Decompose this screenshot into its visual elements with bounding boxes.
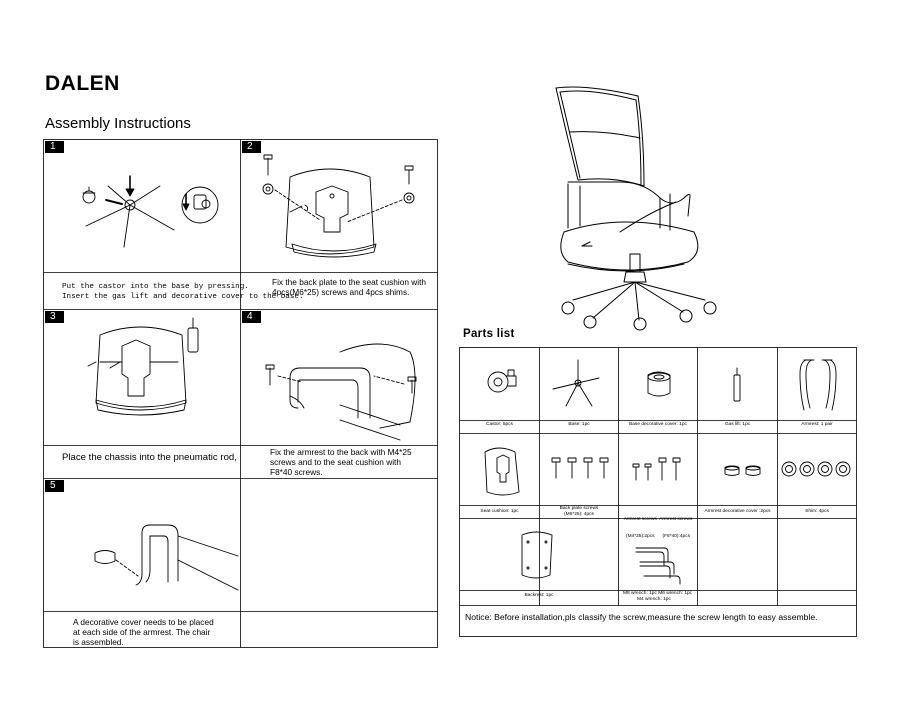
- label-line: (M6*25): 4pcs: [564, 511, 594, 517]
- caption-line: Fix the armrest to the back with M4*25: [270, 447, 412, 457]
- caption-line: Put the castor into the base by pressing.: [62, 283, 249, 291]
- part-label-castor: Castor: 5pcs: [486, 422, 513, 427]
- step-3-number: 3: [45, 311, 64, 323]
- part-label-armrest: Armrest: 1 pair: [801, 422, 833, 427]
- caption-line: Place the chassis into the pneumatic rod,: [62, 452, 237, 463]
- caption-line: screws and to the seat cushion with: [270, 457, 401, 467]
- part-label-base: Base: 1pc: [568, 422, 590, 427]
- label-line: Back plate screws: [559, 506, 599, 511]
- parts-notice: Notice: Before installation,pls classify the screw,measure the screw length to easy assemble.: [465, 612, 818, 622]
- step-4-number: 4: [242, 311, 261, 323]
- caption-line: 4pcs(M6*25) screws and 4pcs shims.: [272, 287, 410, 297]
- armrest-cover-icon: [725, 466, 760, 476]
- seat-cushion-icon: [485, 448, 519, 495]
- caption-line: F8*40 screws.: [270, 467, 323, 477]
- part-label-seat-cushion: Seat cushion: 1pc: [480, 509, 519, 514]
- brand-title: DALEN: [45, 72, 120, 95]
- label-line: (M4*25):2pcs (F8*40):4pcs: [626, 533, 690, 539]
- part-label-backrest: Backrest: 1pc: [524, 593, 554, 598]
- caption-line: Insert the gas lift and decorative cover to the base.: [62, 293, 304, 301]
- base-icon: [553, 360, 599, 406]
- parts-list-title: Parts list: [463, 328, 515, 340]
- label-line: M4 wrench: 1pc: [637, 596, 671, 602]
- part-label-armrest-screws: [619, 506, 697, 545]
- base-cover-icon: [648, 372, 670, 396]
- backrest-icon: [522, 532, 552, 578]
- caption-line: Fix the back plate to the seat cushion with: [272, 277, 427, 287]
- armrest-icon: [800, 360, 836, 410]
- label-line: Armrest screws Armrest screws: [623, 517, 693, 523]
- label-line: M8 wrench: 1pc M6 wrench: 1pc: [623, 591, 693, 596]
- step-5-number: 5: [45, 480, 64, 492]
- shim-icon: [782, 462, 850, 476]
- armrest-screws-icon: [633, 458, 680, 480]
- part-label-wrenches: [619, 591, 697, 602]
- part-label-base-cover: Base decorative cover: 1pc: [629, 422, 687, 427]
- back-plate-screws-icon: [552, 458, 608, 478]
- step-1-number: 1: [45, 141, 64, 153]
- caption-line: is assembled.: [73, 637, 124, 647]
- gas-lift-icon: [734, 368, 740, 401]
- castor-icon: [488, 370, 516, 392]
- part-label-gas-lift: Gas lift: 1pc: [724, 422, 751, 427]
- step-2-number: 2: [242, 141, 261, 153]
- caption-line: at each side of the armrest. The chair: [73, 627, 211, 637]
- wrenches-icon: [636, 548, 680, 584]
- document-subtitle: Assembly Instructions: [45, 115, 191, 132]
- part-label-back-plate-screws: [540, 506, 618, 517]
- part-label-shim: Shim: 4pcs: [805, 509, 829, 514]
- part-label-armrest-cover: Armrest decorative cover :2pcs: [704, 509, 771, 514]
- caption-line: A decorative cover needs to be placed: [73, 617, 214, 627]
